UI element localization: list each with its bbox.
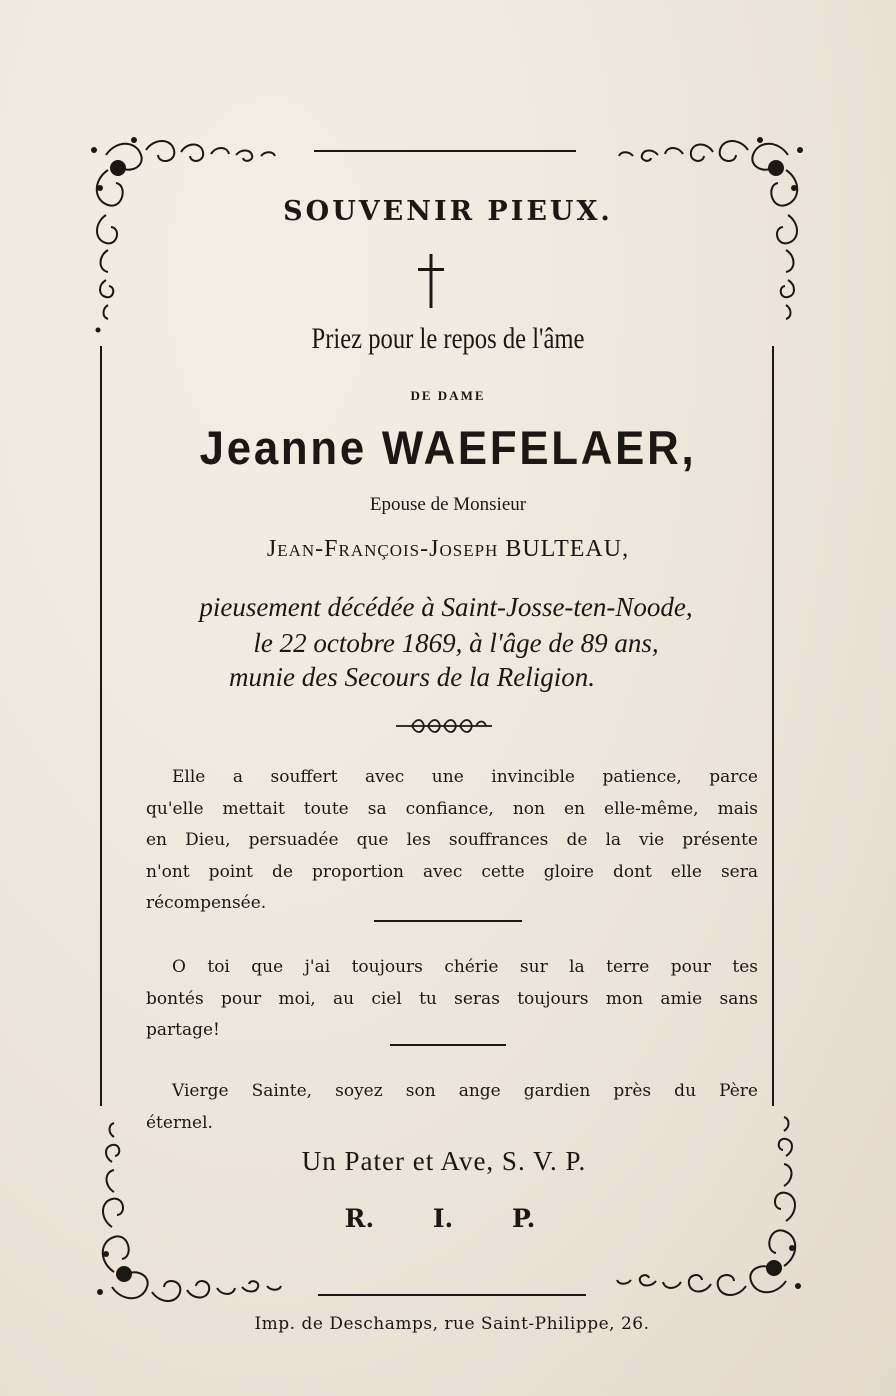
paragraph-line: en Dieu, persuadée que les souffrances de la vie présente <box>146 830 758 850</box>
pater-ave-request: Un Pater et Ave, S. V. P. <box>301 1146 587 1176</box>
separator-2 <box>390 1044 506 1046</box>
paragraph-line: O toi que j'ai toujours chérie sur la terre pour tes <box>172 957 758 977</box>
card-title: SOUVENIR PIEUX. <box>283 196 613 227</box>
paragraph-line: Elle a souffert avec une invincible patience, parce <box>172 767 758 787</box>
paragraph-line: partage! <box>146 1020 220 1040</box>
dame-label: DE DAME <box>410 388 486 403</box>
death-date-line: le 22 octobre 1869, à l'âge de 89 ans, <box>253 628 659 658</box>
leaf-divider-icon <box>392 714 496 738</box>
paragraph-farewell <box>146 952 758 1047</box>
paragraph-line: n'ont point de proportion avec cette gloire dont elle sera <box>146 861 758 882</box>
printer-imprint: Imp. de Deschamps, rue Saint-Philippe, 26. <box>254 1314 650 1334</box>
prayer-line: Priez pour le repos de l'âme <box>311 322 585 355</box>
paragraph-patience <box>146 762 758 920</box>
border-bottom <box>318 1294 586 1296</box>
spouse-surname: BULTEAU, <box>505 536 630 562</box>
paragraph-line: récompensée. <box>146 893 267 913</box>
deceased-name: Jeanne WAEFELAER, <box>199 421 697 474</box>
paragraph-line: qu'elle mettait toute sa confiance, non en elle-même, mais <box>146 798 758 819</box>
border-top <box>314 150 576 152</box>
spouse-intro: Epouse de Monsieur <box>369 494 527 515</box>
sacraments-line: munie des Secours de la Religion. <box>229 662 595 692</box>
paragraph-line: bontés pour moi, au ciel tu seras toujours mon amie sans <box>146 988 758 1009</box>
rip-line: R. I. P. <box>344 1204 536 1233</box>
separator-1 <box>374 920 522 922</box>
paragraph-virgin <box>146 1076 758 1139</box>
cross-icon <box>418 254 444 308</box>
corner-ornament-top-left-icon <box>86 130 316 340</box>
paragraph-line: Vierge Sainte, soyez son ange gardien près du Père <box>172 1081 758 1101</box>
death-place-line: pieusement décédée à Saint-Josse-ten-Noode, <box>199 592 693 622</box>
paragraph-line: éternel. <box>146 1112 213 1133</box>
spouse-given-names: Jean-François-Joseph <box>266 536 499 562</box>
spouse-name <box>0 536 896 563</box>
corner-ornament-top-right-icon <box>578 130 808 340</box>
